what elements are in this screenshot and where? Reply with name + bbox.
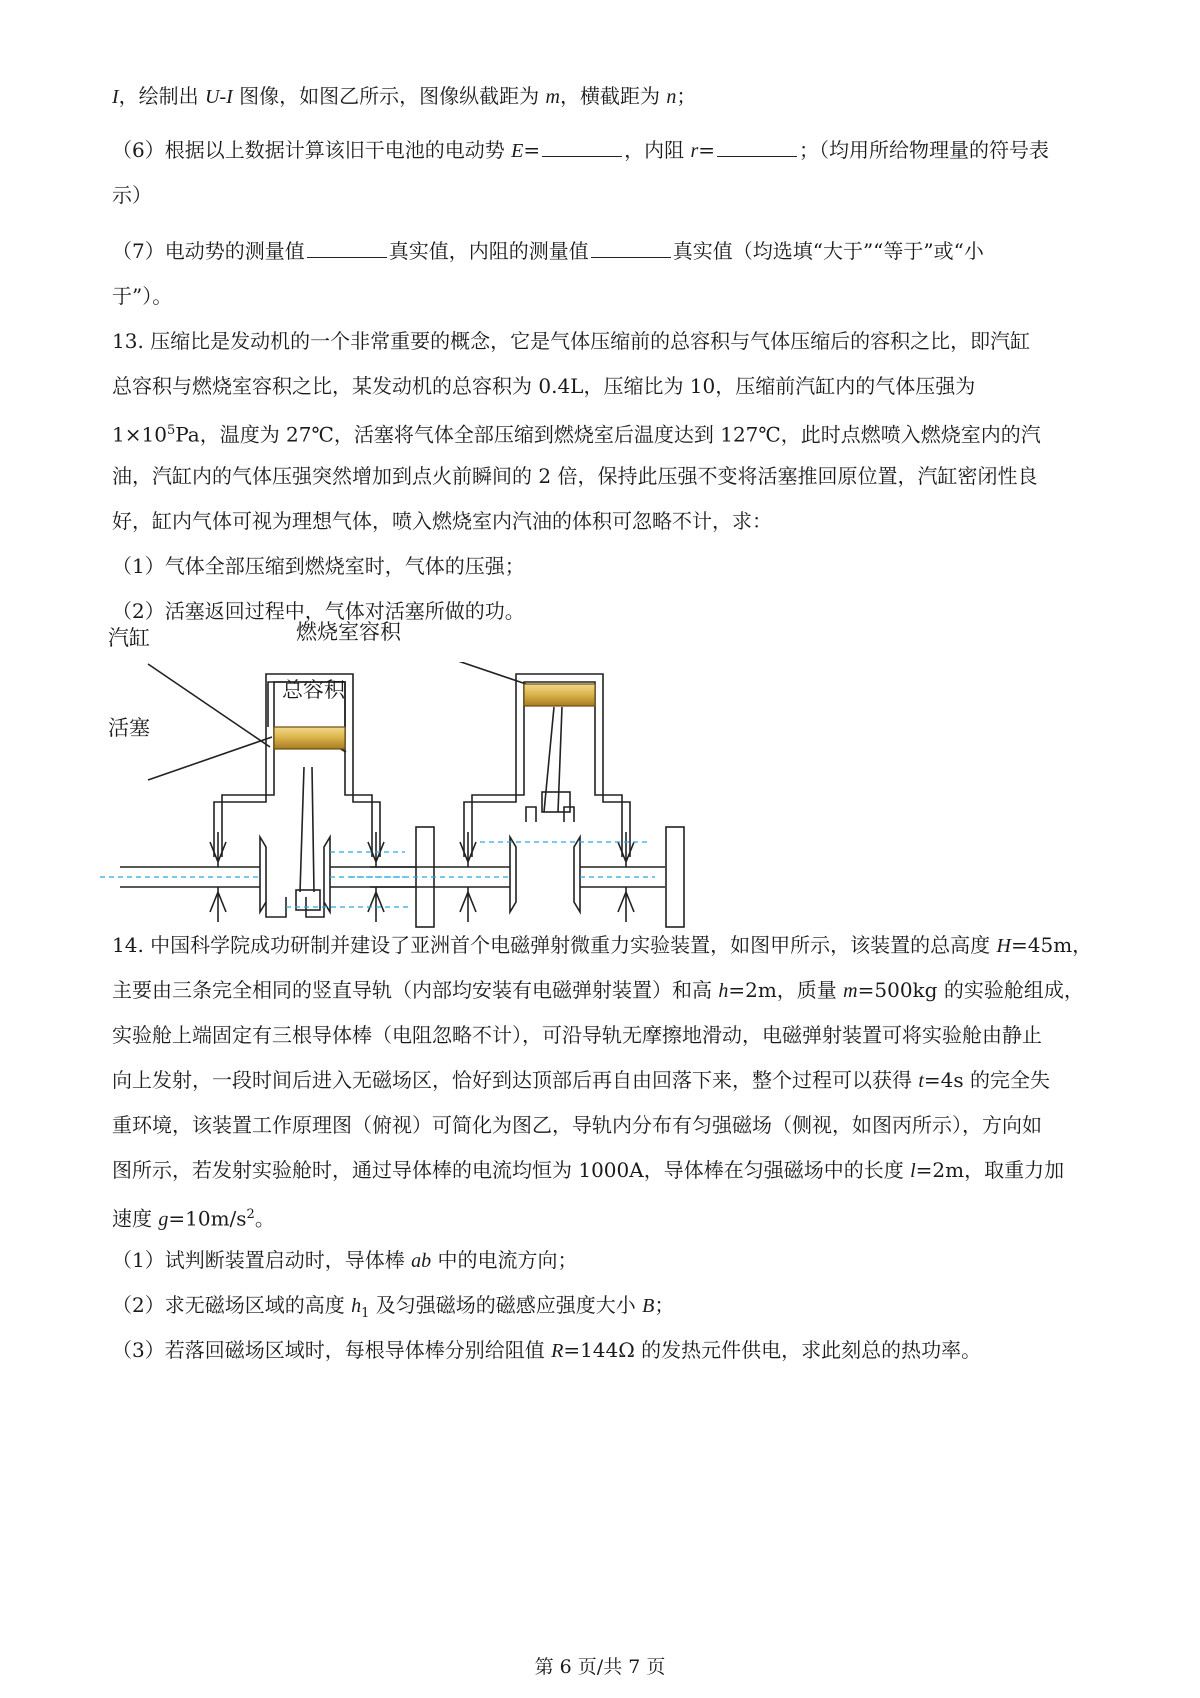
subscript: 1 [361,1306,370,1321]
text-line [112,976,1084,1005]
text-line [112,1066,1050,1095]
text-run: （7）电动势的测量值 [112,239,305,263]
text-run: =2m，质量 [728,978,844,1002]
math-variable: I [112,86,119,108]
text-run: ，绘制出 [118,84,206,108]
math-variable: h [351,1295,362,1317]
engine-diagram [100,662,820,952]
text-run: 中的电流方向； [431,1248,578,1272]
text-run: =10m/s [168,1206,247,1231]
text-line [112,1201,275,1234]
text-line [112,181,152,209]
text-run: = [698,138,715,162]
text-run: 向上发射，一段时间后进入无磁场区，恰好到达顶部后再自由回落下来，整个过程可以获得 [112,1068,919,1092]
text-run: 真实值，内阻的测量值 [388,239,589,263]
math-variable: U-I [205,86,233,108]
math-variable: R [551,1340,564,1362]
superscript: 2 [246,1207,255,1222]
answer-blank[interactable] [307,239,387,258]
text-run: 。 [254,1206,275,1231]
text-run: ； [676,84,697,108]
text-line [112,1291,674,1328]
text-line [112,1156,1064,1185]
text-run: 实验舱上端固定有三根导体棒（电阻忽略不计），可沿导轨无摩擦地滑动，电磁弹射装置可将实验舱由静止 [112,1023,1042,1047]
math-variable: t [918,1070,924,1092]
text-run: 1×10 [112,422,167,447]
label-cylinder: 汽缸 [108,626,150,650]
piston-right [524,684,595,706]
math-variable: ab [411,1250,432,1272]
text-run: 于”）。 [112,284,173,308]
text-run: 油，汽缸内的气体压强突然增加到点火前瞬间的 2 倍，保持此压强不变将活塞推回原位置，汽缸密闭性良 [112,464,1038,488]
text-run: ； [654,1293,675,1317]
text-line [112,1021,1042,1049]
answer-blank[interactable] [542,138,622,157]
text-run: =4s 的完全失 [923,1068,1051,1092]
text-run: ，横截距为 [559,84,667,108]
text-line [112,237,984,265]
text-line [112,282,172,310]
label-chamber-volume: 燃烧室容积 [296,620,401,644]
text-line [112,1336,981,1365]
text-run: （2）活塞返回过程中，气体对活塞所做的功。 [112,599,525,623]
text-run: Pa，温度为 27℃，活塞将气体全部压缩到燃烧室后温度达到 127℃，此时点燃喷入燃烧室内的汽 [175,422,1041,447]
text-run: （3）若落回磁场区域时，每根导体棒分别给阻值 [112,1338,552,1362]
text-line [112,507,772,535]
math-variable: m [545,86,560,108]
math-variable: B [642,1295,655,1317]
text-run: 真实值（均选填“大于”“等于”或“小 [672,239,984,263]
superscript: 5 [166,423,176,438]
math-variable: h [718,980,729,1002]
text-run: 图像，如图乙所示，图像纵截距为 [232,84,546,108]
math-variable: E [511,140,524,162]
text-run: 主要由三条完全相同的竖直导轨（内部均安装有电磁弹射装置）和高 [112,978,719,1002]
answer-blank[interactable] [717,138,797,157]
math-variable: g [158,1208,169,1231]
text-run: =45m， [1010,933,1093,957]
text-run: 13. 压缩比是发动机的一个非常重要的概念，它是气体压缩前的总容积与气体压缩后的容积之比，即汽缸 [112,329,1031,353]
text-run: （6）根据以上数据计算该旧干电池的电动势 [112,138,512,162]
math-variable: r [690,140,699,162]
text-line [112,552,525,580]
math-variable: H [996,935,1011,957]
text-line [112,136,1049,165]
answer-blank[interactable] [591,239,671,258]
text-line [112,372,975,400]
text-run: 速度 [112,1206,159,1231]
text-line [112,1111,1042,1139]
text-run: 重环境，该装置工作原理图（俯视）可简化为图乙，导轨内分布有匀强磁场（侧视，如图丙所示），方向如 [112,1113,1042,1137]
text-run: =144Ω 的发热元件供电，求此刻总的热功率。 [563,1338,982,1362]
text-line [112,462,1037,490]
text-line [112,417,1041,449]
text-run: ，内阻 [624,138,691,162]
label-total-volume: 总容积 [282,678,345,702]
text-run: 及匀强磁场的磁感应强度大小 [369,1293,643,1317]
text-line [112,82,696,111]
math-variable: l [910,1160,916,1182]
text-run: =500kg 的实验舱组成， [857,978,1084,1002]
math-variable: n [666,86,677,108]
text-run: 图所示，若发射实验舱时，通过导体棒的电流均恒为 1000A，导体棒在匀强磁场中的长度 [112,1158,911,1182]
text-run: = [523,138,541,162]
text-run: （1）气体全部压缩到燃烧室时，气体的压强； [112,554,525,578]
math-variable: m [843,980,858,1002]
text-run: =2m，取重力加 [915,1158,1065,1182]
text-run: 好，缸内气体可视为理想气体，喷入燃烧室内汽油的体积可忽略不计，求： [112,509,772,533]
text-line [112,327,1030,355]
text-line [112,1246,577,1275]
text-run: 总容积与燃烧室容积之比，某发动机的总容积为 0.4L，压缩比为 10，压缩前汽缸内的气体压强为 [112,374,976,398]
text-run: （1）试判断装置启动时，导体棒 [112,1248,412,1272]
text-run: ；（均用所给物理量的符号表 [799,138,1049,162]
piston-left [274,727,345,749]
page-footer: 第 6 页/共 7 页 [534,1656,666,1678]
label-piston: 活塞 [108,716,150,740]
text-run: 14. 中国科学院成功研制并建设了亚洲首个电磁弹射微重力实验装置，如图甲所示，该装置的总高度 [112,933,997,957]
text-run: （2）求无磁场区域的高度 [112,1293,352,1317]
text-run: 示） [112,183,152,207]
